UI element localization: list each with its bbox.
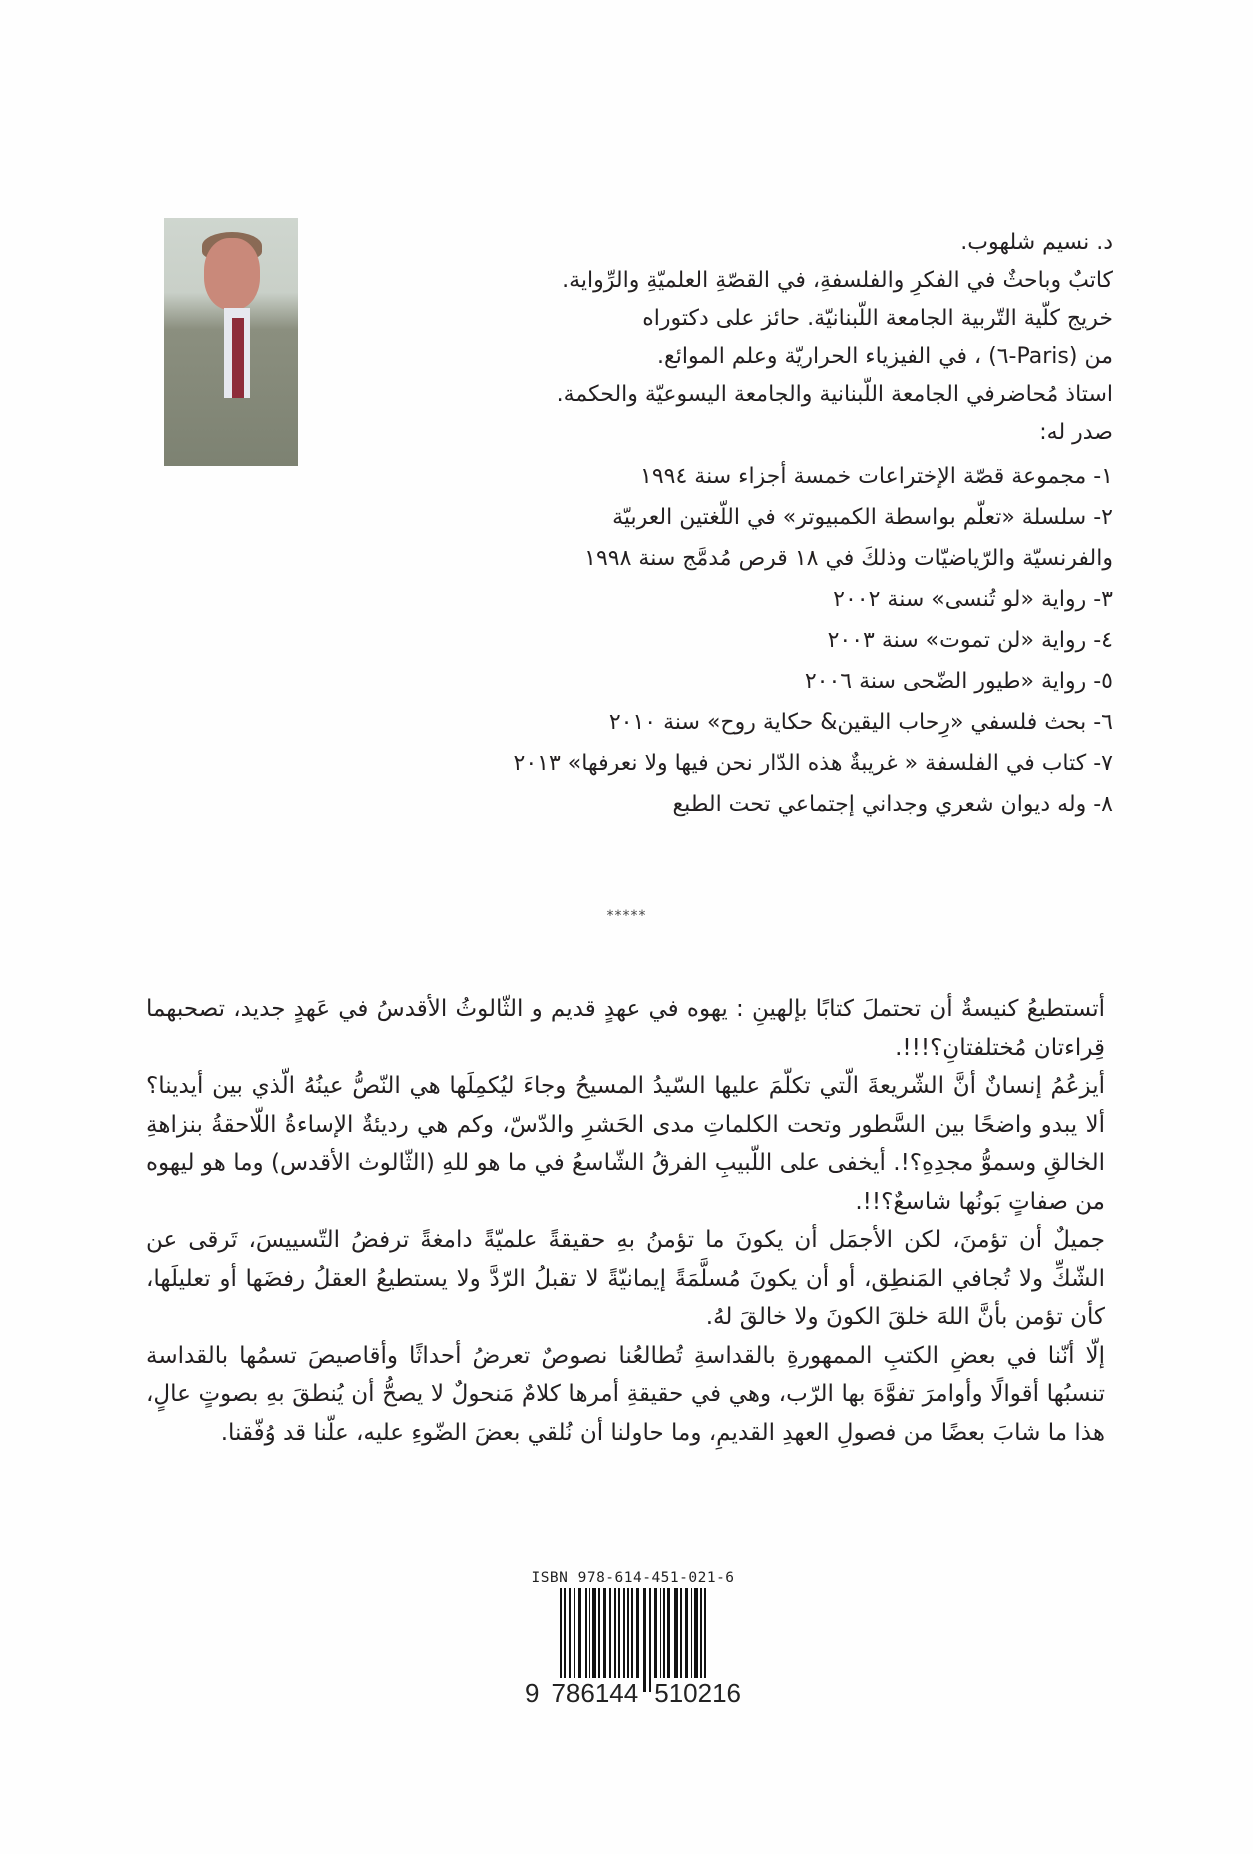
author-bio <box>343 224 1113 825</box>
author-name: د. نسيم شلهوب. <box>960 230 1113 255</box>
work-item: ٦- بحث فلسفي «رِحاب اليقين& حكاية روح» سنة ٢٠١٠ <box>608 710 1113 735</box>
barcode-bar <box>663 1588 665 1692</box>
work-item: ٣- رواية «لو تُنسى» سنة ٢٠٠٢ <box>833 587 1113 612</box>
barcode-bar <box>694 1588 698 1692</box>
barcode-bar <box>598 1588 600 1692</box>
ean-left-group: 786144 <box>551 1678 639 1708</box>
works-list <box>343 456 1113 825</box>
publications-heading: صدر له: <box>1039 420 1113 445</box>
work-item: ١- مجموعة قصّة الإختراعات خمسة أجزاء سنة ١٩٩٤ <box>640 464 1113 489</box>
barcode-bar <box>667 1588 670 1692</box>
bio-line: من (Paris-٦) ، في الفيزياء الحراريّة وعلم الموائع. <box>657 344 1113 369</box>
section-separator: ***** <box>606 908 647 924</box>
ean-lead-digit: 9 <box>525 1678 540 1708</box>
work-item: ٤- رواية «لن تموت» سنة ٢٠٠٣ <box>827 628 1113 653</box>
work-item: ٨- وله ديوان شعري وجداني إجتماعي تحت الطبع <box>672 792 1113 817</box>
barcode-bar <box>636 1588 639 1692</box>
blurb-paragraph: جميلٌ أن تؤمنَ، لكن الأجمَل أن يكونَ ما تؤمنُ بهِ حقيقةً علميّةً دامغةً ترفضُ التّسييسَ، تَرقى عن الشّكِّ ولا تُجافي المَنطِق، أو أن يكونَ مُسلَّمَةً إيمانيّةً لا تقبلُ الرّدَّ ولا يستطيعُ العقلُ رفضَها أو تعليلَها، كأن تؤمن بأنَّ اللهَ خلقَ الكونَ ولا خالقَ لهُ. <box>146 1227 1105 1330</box>
photo-face <box>204 238 260 310</box>
barcode-bar <box>614 1588 616 1692</box>
blurb-text <box>146 990 1105 1452</box>
barcode-bar <box>649 1588 651 1692</box>
work-item: ٧- كتاب في الفلسفة « غريبةٌ هذه الدّار نحن فيها ولا نعرفها» ٢٠١٣ <box>513 751 1113 776</box>
barcode-bar <box>685 1588 688 1692</box>
photo-tie <box>232 318 244 398</box>
blurb-paragraph: أتستطيعُ كنيسةٌ أن تحتملَ كتابًا بإلهينِ : يهوه في عهدٍ قديم و الثّالوثُ الأقدسُ في عَهدٍ جديد، تصحبهما قِراءتان مُختلفتانِ؟!!!. <box>146 996 1105 1061</box>
barcode-bar <box>660 1588 661 1692</box>
barcode-bar <box>674 1588 678 1692</box>
barcode-bar <box>578 1588 581 1692</box>
work-item: ٥- رواية «طيور الضّحى سنة ٢٠٠٦ <box>804 669 1113 694</box>
barcode-bar <box>618 1588 620 1692</box>
barcode-bar <box>569 1588 571 1692</box>
isbn-label: ISBN 978-614-451-021-6 <box>531 1570 735 1586</box>
barcode-bar <box>643 1588 646 1692</box>
blurb-paragraph: أيزعُمُ إنسانٌ أنَّ الشّريعةَ الّتي تكلّمَ عليها السّيدُ المسيحُ وجاءَ ليُكمِلَها هي النّصُّ عينُهُ الّذي بين أيدينا؟ ألا يبدو واضحًا بين السَّطور وتحت الكلماتِ مدى الحَشرِ والدّسّ، وكم هي رديئةٌ الإساءةُ اللّاحقةُ بنزاهةِ الخالقِ وسموُّ مجدِهِ؟!. أيخفى على اللّبيبِ الفرقُ الشّاسعُ في ما هو للهِ (الثّالوث الأقدس) وما هو ليهوه من صفاتٍ بَونُها شاسعٌ؟!!. <box>146 1073 1105 1215</box>
bio-line: كاتبٌ وباحثٌ في الفكرِ والفلسفةِ، في القصّةِ العلميّةِ والرِّواية. <box>562 268 1113 293</box>
barcode-bar <box>574 1588 575 1692</box>
work-item: والفرنسيّة والرّياضيّات وذلكَ في ١٨ قرص مُدمَّج سنة ١٩٩٨ <box>584 546 1113 571</box>
bio-line: استاذ مُحاضرفي الجامعة اللّبنانية والجامعة اليسوعيّة والحكمة. <box>556 382 1113 407</box>
barcode-bar <box>654 1588 657 1692</box>
blurb-paragraph: إلّا أنّنا في بعضِ الكتبِ الممهورةِ بالقداسةِ تُطالعُنا نصوصٌ تعرضُ أحداثًا وأقاصيصَ تسمُها بالقداسة تنسبُها أقوالًا وأوامرَ تفوَّهَ بها الرّب، وهي في حقيقةِ أمرها كلامٌ مَنحولٌ لا يصحُّ أن يُنطقَ بهِ بصوتٍ عالٍ، هذا ما شابَ بعضًا من فصولِ العهدِ القديمِ، وما حاولنا أن نُلقي بعضَ الضّوءِ عليه، علّنا قد وُفّقنا. <box>146 1342 1105 1446</box>
barcode-bar <box>680 1588 682 1692</box>
ean-digits <box>508 1678 758 1709</box>
barcode-bar <box>623 1588 625 1692</box>
author-photo <box>164 218 298 466</box>
barcode-bar <box>609 1588 611 1692</box>
barcode-bar <box>603 1588 606 1692</box>
barcode-bar <box>589 1588 590 1692</box>
barcode-bar <box>592 1588 596 1692</box>
bio-line: خريج كلّية التّربية الجامعة اللّبنانيّة. حائز على دكتوراه <box>642 306 1113 331</box>
barcode-bar <box>691 1588 692 1692</box>
ean-right-group: 510216 <box>654 1678 741 1708</box>
barcode-bar <box>585 1588 587 1692</box>
work-item: ٢- سلسلة «تعلّم بواسطة الكمبيوتر» في اللّغتين العربيّة <box>612 505 1113 530</box>
isbn-barcode <box>508 1570 758 1720</box>
